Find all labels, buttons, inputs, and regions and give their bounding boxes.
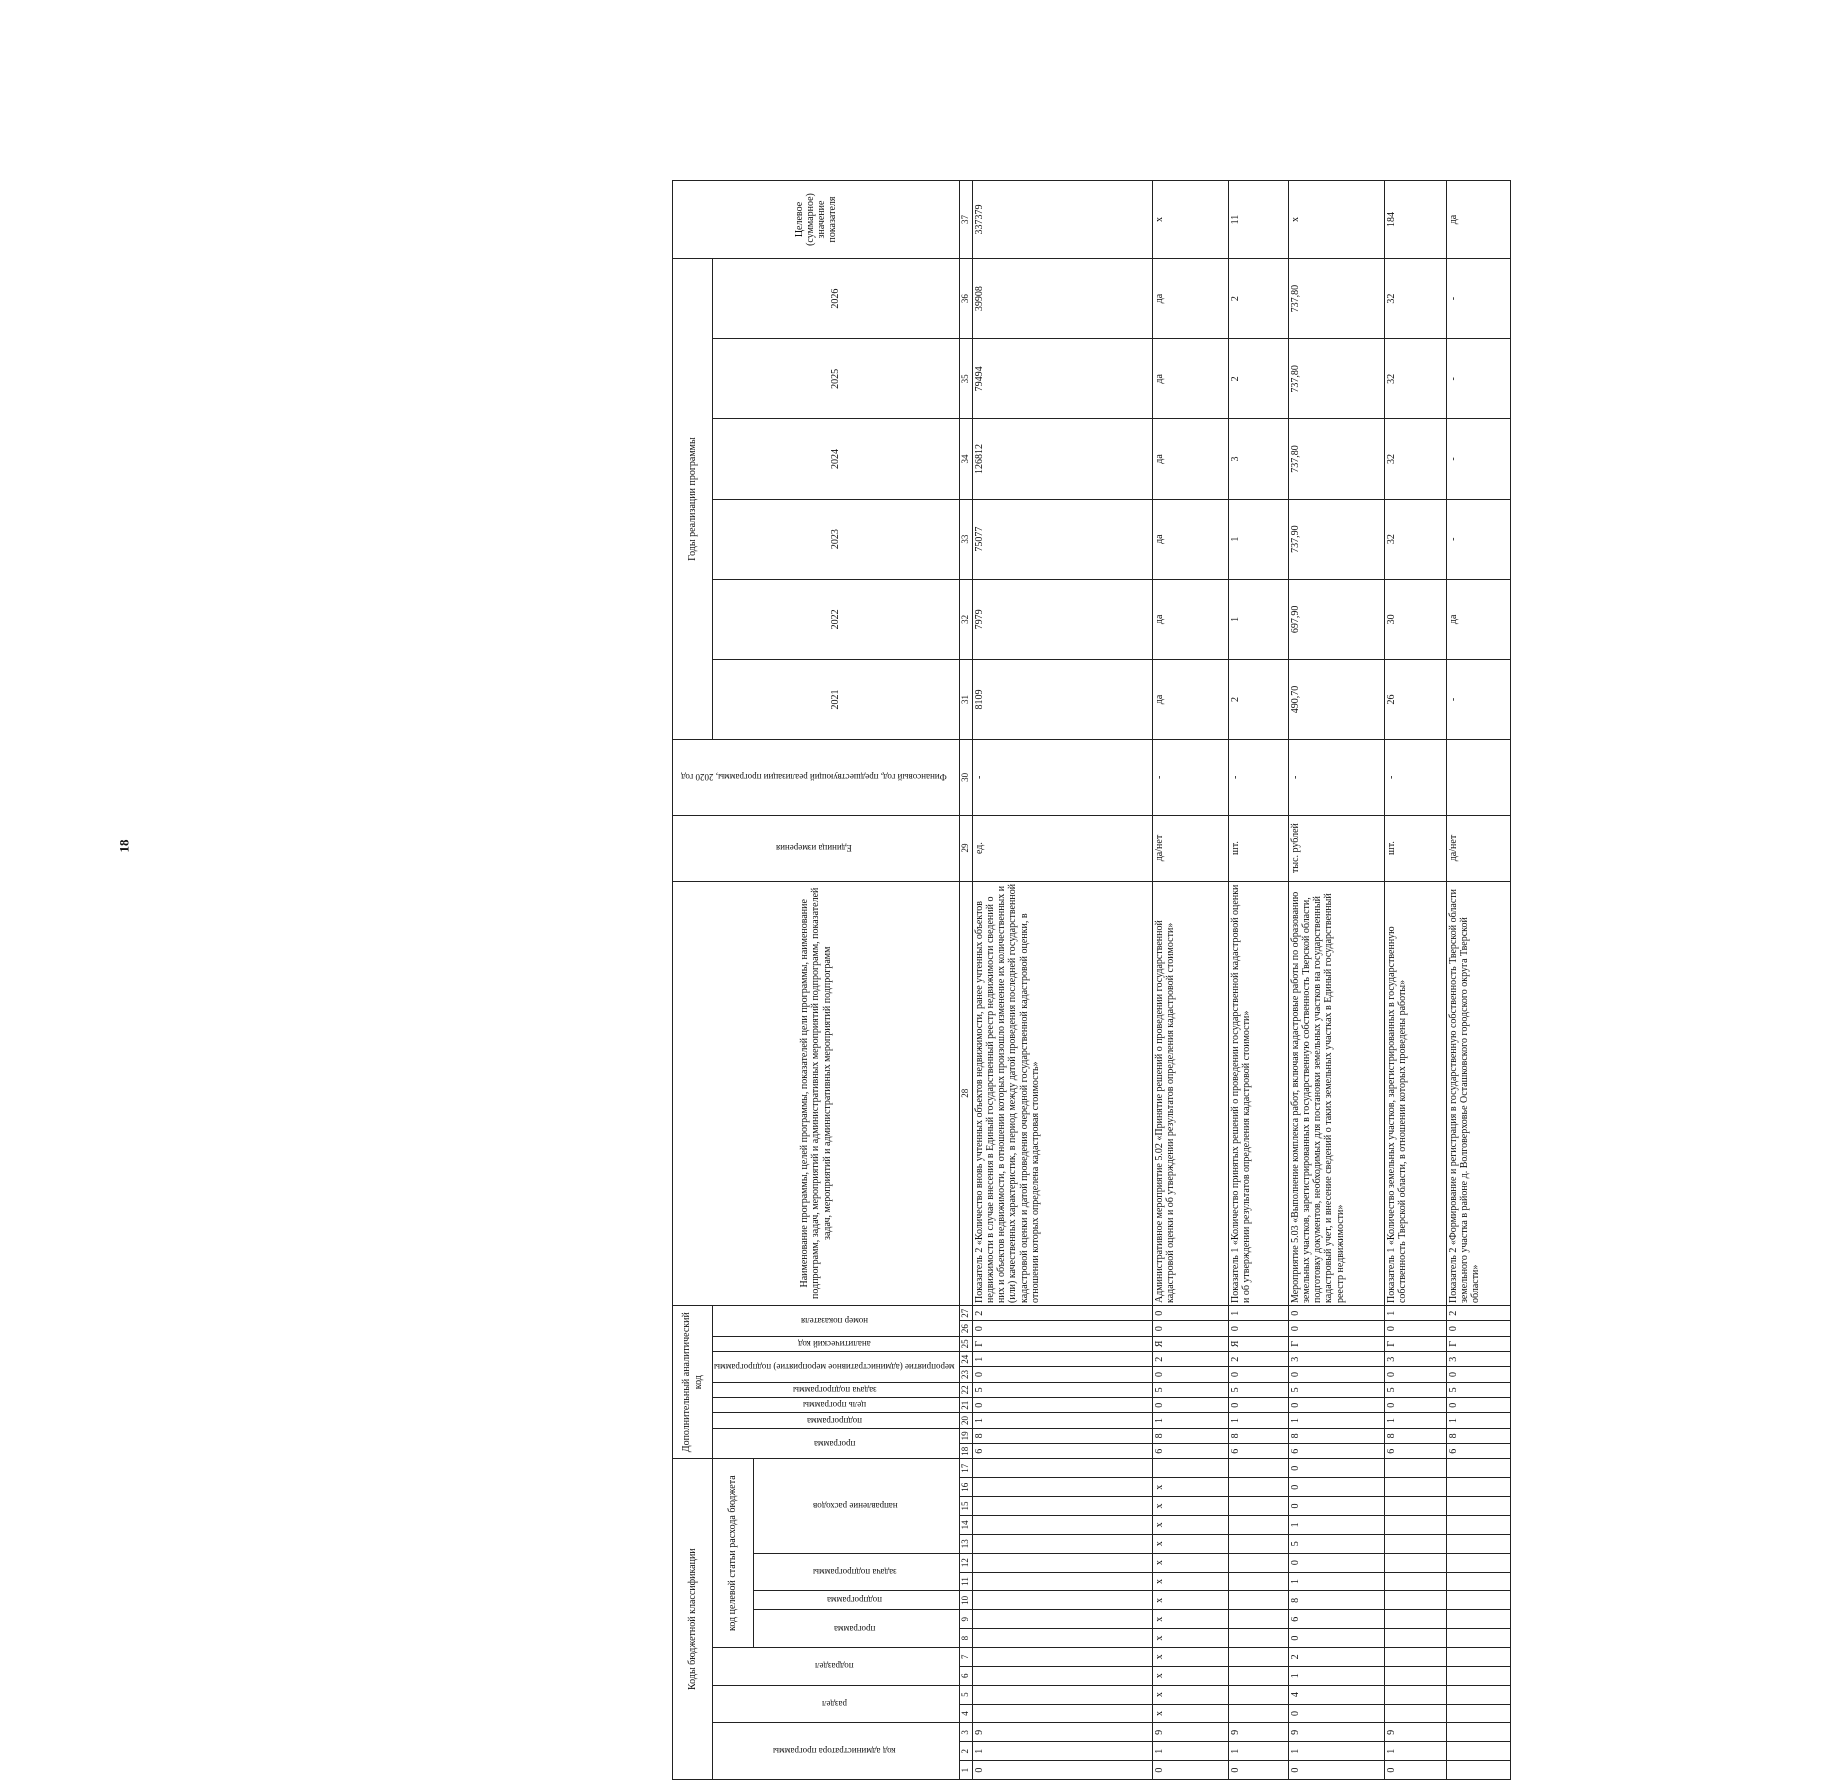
code-cell <box>1446 1685 1510 1704</box>
code-cell: Г <box>1288 1336 1384 1351</box>
column-number: 28 <box>959 881 972 1305</box>
code-cell: 6 <box>1446 1444 1510 1459</box>
code-cell: 0 <box>1228 1761 1288 1780</box>
code-cell: 2 <box>1288 1647 1384 1666</box>
unit-header: Единица измерения <box>673 815 960 881</box>
unit-cell: да/нет <box>1446 815 1510 881</box>
code-cell: 1 <box>1228 1742 1288 1761</box>
unit-cell: шт. <box>1228 815 1288 881</box>
column-number: 22 <box>959 1382 972 1397</box>
code-cell: 0 <box>1288 1553 1384 1572</box>
code-cell: 5 <box>1152 1382 1228 1397</box>
column-number: 9 <box>959 1610 972 1629</box>
code-cell: х <box>1152 1591 1228 1610</box>
code-cell: 0 <box>1384 1367 1446 1382</box>
code-cell: 2 <box>1152 1352 1228 1367</box>
code-cell: 0 <box>1384 1398 1446 1413</box>
code-cell: 0 <box>1288 1629 1384 1648</box>
code-cell <box>1228 1497 1288 1516</box>
code-cell: 9 <box>1384 1723 1446 1742</box>
column-number: 14 <box>959 1515 972 1534</box>
year-value-cell: 737,80 <box>1288 259 1384 339</box>
code-cell: Г <box>1446 1336 1510 1351</box>
subprogram-header: подпрограмма <box>754 1591 960 1610</box>
code-cell: 0 <box>1384 1761 1446 1780</box>
unit-cell: тыс. рублей <box>1288 815 1384 881</box>
code-cell: 0 <box>1152 1398 1228 1413</box>
code-cell: 0 <box>1446 1398 1510 1413</box>
year-value-cell: - <box>1446 259 1510 339</box>
code-cell: 8 <box>1152 1428 1228 1443</box>
indicator-table-sheet <box>672 180 1822 1780</box>
year-value-cell: 1 <box>1228 499 1288 579</box>
column-number: 18 <box>959 1444 972 1459</box>
column-number: 3 <box>959 1723 972 1742</box>
code-cell: х <box>1152 1478 1228 1497</box>
column-number: 2 <box>959 1742 972 1761</box>
code-cell: 4 <box>1288 1685 1384 1704</box>
code-cell: 1 <box>972 1413 1152 1428</box>
year-value-cell: 490,70 <box>1288 659 1384 739</box>
code-cell: 9 <box>1228 1723 1288 1742</box>
year-value-cell: 32 <box>1384 499 1446 579</box>
year-2025-header: 2025 <box>713 339 960 419</box>
code-cell: 0 <box>1446 1367 1510 1382</box>
year-2022-header: 2022 <box>713 579 960 659</box>
code-cell <box>1384 1610 1446 1629</box>
code-cell <box>1384 1666 1446 1685</box>
year-value-cell: 3 <box>1228 419 1288 499</box>
code-cell <box>972 1647 1152 1666</box>
code-cell <box>1384 1497 1446 1516</box>
year-value-cell: да <box>1152 339 1228 419</box>
code-cell: 8 <box>972 1428 1152 1443</box>
code-cell <box>1446 1553 1510 1572</box>
name-header: Наименование программы, целей программы, показателей цели программы, наименование подпрограмм, задач, мероприятий и административных мероприятий подпрограмм, показателей задач, мероприятий и административных мероприятий подпрограмм <box>673 881 960 1305</box>
column-number: 10 <box>959 1591 972 1610</box>
target-value-cell: 337379 <box>972 181 1152 259</box>
code-cell: 0 <box>1152 1367 1228 1382</box>
code-cell: 5 <box>1446 1382 1510 1397</box>
table-row <box>1152 181 1228 1780</box>
code-cell <box>1446 1459 1510 1478</box>
year-value-cell: 32 <box>1384 259 1446 339</box>
year-value-cell: 32 <box>1384 419 1446 499</box>
code-cell <box>1384 1515 1446 1534</box>
year-2026-header: 2026 <box>713 259 960 339</box>
code-cell: 0 <box>1152 1306 1228 1321</box>
year-value-cell: 79494 <box>972 339 1152 419</box>
year-value-cell: - <box>1446 499 1510 579</box>
code-cell <box>972 1534 1152 1553</box>
year-value-cell: 2 <box>1228 339 1288 419</box>
code-cell: 1 <box>1152 1413 1228 1428</box>
column-number: 6 <box>959 1666 972 1685</box>
code-cell <box>1384 1478 1446 1497</box>
code-cell: х <box>1152 1553 1228 1572</box>
code-cell: 8 <box>1228 1428 1288 1443</box>
code-cell: х <box>1152 1497 1228 1516</box>
column-number: 34 <box>959 419 972 499</box>
column-number: 30 <box>959 740 972 815</box>
column-number: 33 <box>959 499 972 579</box>
code-cell <box>1228 1553 1288 1572</box>
code-cell: 9 <box>1152 1723 1228 1742</box>
target-header: Целевое (суммарное) значение показателя <box>673 181 960 259</box>
code-cell <box>1384 1704 1446 1723</box>
code-cell <box>1384 1572 1446 1591</box>
code-cell <box>972 1515 1152 1534</box>
code-cell: 5 <box>1288 1534 1384 1553</box>
code-cell: 1 <box>1288 1515 1384 1534</box>
an-code-header: аналитический код <box>713 1336 960 1351</box>
code-cell <box>1228 1685 1288 1704</box>
code-cell: 1 <box>1446 1413 1510 1428</box>
prev-year-header: Финансовый год, предшествующий реализации программы, 2020 год <box>673 740 960 815</box>
code-cell <box>1228 1515 1288 1534</box>
code-cell: х <box>1152 1515 1228 1534</box>
code-cell: 0 <box>1228 1321 1288 1336</box>
code-cell: Я <box>1152 1336 1228 1351</box>
year-value-cell: - <box>1446 659 1510 739</box>
code-cell: х <box>1152 1572 1228 1591</box>
code-cell: 5 <box>1288 1382 1384 1397</box>
column-number: 29 <box>959 815 972 881</box>
code-cell <box>1446 1761 1510 1780</box>
analytic-code-header: Дополнительный аналитический код <box>673 1306 713 1459</box>
table-row <box>972 181 1152 1780</box>
year-value-cell: 39908 <box>972 259 1152 339</box>
code-cell: 0 <box>1446 1321 1510 1336</box>
page-number: 18 <box>116 839 132 853</box>
unit-cell: ед. <box>972 815 1152 881</box>
code-cell <box>1446 1666 1510 1685</box>
code-cell <box>1446 1478 1510 1497</box>
column-number: 11 <box>959 1572 972 1591</box>
indicator-name-cell: Показатель 1 «Количество принятых решений о проведении государственной кадастровой оценки и об утверждении результатов определения кадастровой стоимости» <box>1228 881 1288 1305</box>
prev-year-cell <box>1446 740 1510 815</box>
prev-year-cell: - <box>1384 740 1446 815</box>
code-cell: 2 <box>1228 1352 1288 1367</box>
code-cell: 0 <box>972 1761 1152 1780</box>
year-value-cell: 1 <box>1228 579 1288 659</box>
code-cell: 1 <box>1152 1742 1228 1761</box>
code-cell <box>1384 1459 1446 1478</box>
program-header: программа <box>754 1610 960 1648</box>
code-cell: 1 <box>972 1742 1152 1761</box>
code-cell: 0 <box>972 1321 1152 1336</box>
code-cell <box>1384 1591 1446 1610</box>
code-cell: 1 <box>1288 1572 1384 1591</box>
code-cell: Я <box>1228 1336 1288 1351</box>
code-cell: 0 <box>1288 1398 1384 1413</box>
code-cell: 1 <box>1288 1742 1384 1761</box>
code-cell: х <box>1152 1534 1228 1553</box>
subprogram-task-header: задача подпрограммы <box>754 1553 960 1591</box>
code-cell <box>1228 1534 1288 1553</box>
year-value-cell: да <box>1152 579 1228 659</box>
code-cell: 0 <box>1288 1306 1384 1321</box>
code-cell <box>1446 1629 1510 1648</box>
an-measure-header: мероприятие (административное мероприятие) подпрограммы <box>713 1352 960 1383</box>
column-number: 5 <box>959 1685 972 1704</box>
prev-year-cell: - <box>1152 740 1228 815</box>
code-cell: х <box>1152 1704 1228 1723</box>
year-value-cell: 8109 <box>972 659 1152 739</box>
code-cell: 6 <box>1228 1444 1288 1459</box>
code-cell: 0 <box>1288 1704 1384 1723</box>
year-value-cell: да <box>1152 259 1228 339</box>
code-cell: 1 <box>972 1352 1152 1367</box>
column-number: 17 <box>959 1459 972 1478</box>
column-number: 19 <box>959 1428 972 1443</box>
code-cell: 1 <box>1228 1413 1288 1428</box>
code-cell: 0 <box>1288 1367 1384 1382</box>
code-cell: 0 <box>1288 1459 1384 1478</box>
code-cell: 6 <box>1288 1610 1384 1629</box>
code-cell: 8 <box>1288 1591 1384 1610</box>
code-cell <box>1446 1647 1510 1666</box>
table-row <box>1384 181 1446 1780</box>
code-cell <box>1228 1647 1288 1666</box>
column-numbers-row <box>959 181 972 1780</box>
code-cell: 6 <box>1152 1444 1228 1459</box>
code-cell: 1 <box>1228 1306 1288 1321</box>
year-value-cell: 32 <box>1384 339 1446 419</box>
code-cell <box>1384 1647 1446 1666</box>
column-number: 21 <box>959 1398 972 1413</box>
code-cell <box>972 1478 1152 1497</box>
code-cell: 3 <box>1384 1352 1446 1367</box>
code-cell <box>1228 1629 1288 1648</box>
code-cell <box>972 1666 1152 1685</box>
target-article-header: код целевой статьи расхода бюджета <box>713 1459 754 1648</box>
code-cell <box>972 1629 1152 1648</box>
year-value-cell: 2 <box>1228 659 1288 739</box>
code-cell <box>1446 1723 1510 1742</box>
code-cell <box>972 1572 1152 1591</box>
target-value-cell: х <box>1152 181 1228 259</box>
code-cell <box>1228 1572 1288 1591</box>
section-header: раздел <box>713 1685 960 1723</box>
column-number: 23 <box>959 1367 972 1382</box>
code-cell: 1 <box>1384 1742 1446 1761</box>
column-number: 35 <box>959 339 972 419</box>
year-value-cell: да <box>1152 499 1228 579</box>
column-number: 24 <box>959 1352 972 1367</box>
code-cell: 0 <box>972 1398 1152 1413</box>
target-value-cell: 11 <box>1228 181 1288 259</box>
year-value-cell: да <box>1152 659 1228 739</box>
table-row <box>1446 181 1510 1780</box>
code-cell: Г <box>1384 1336 1446 1351</box>
code-cell <box>1446 1572 1510 1591</box>
code-cell: 0 <box>972 1367 1152 1382</box>
code-cell <box>1446 1704 1510 1723</box>
year-value-cell: 7979 <box>972 579 1152 659</box>
column-number: 4 <box>959 1704 972 1723</box>
table-row <box>1288 181 1384 1780</box>
code-cell: х <box>1152 1647 1228 1666</box>
code-cell: 1 <box>1288 1666 1384 1685</box>
indicator-name-cell: Показатель 2 «Формирование и регистрация в государственную собственность Тверской области земельного участка в районе д. Волговерховье Осташковского городского округа Тверской области» <box>1446 881 1510 1305</box>
code-cell: 0 <box>1288 1478 1384 1497</box>
year-2024-header: 2024 <box>713 419 960 499</box>
code-cell <box>972 1553 1152 1572</box>
column-number: 1 <box>959 1761 972 1780</box>
code-cell: 0 <box>1228 1398 1288 1413</box>
year-value-cell: 126812 <box>972 419 1152 499</box>
column-number: 20 <box>959 1413 972 1428</box>
year-value-cell: 2 <box>1228 259 1288 339</box>
program-indicators-table <box>672 180 1511 1780</box>
column-number: 36 <box>959 259 972 339</box>
year-value-cell: да <box>1152 419 1228 499</box>
code-cell <box>1228 1478 1288 1497</box>
code-cell: 0 <box>1228 1367 1288 1382</box>
code-cell: 9 <box>972 1723 1152 1742</box>
code-cell: 9 <box>1288 1723 1384 1742</box>
code-cell: х <box>1152 1666 1228 1685</box>
an-subprogram-header: подпрограмма <box>713 1413 960 1428</box>
an-task-header: задача подпрограммы <box>713 1382 960 1397</box>
column-number: 25 <box>959 1336 972 1351</box>
code-cell: 8 <box>1288 1428 1384 1443</box>
code-cell <box>972 1704 1152 1723</box>
code-cell: х <box>1152 1685 1228 1704</box>
year-value-cell: 697,90 <box>1288 579 1384 659</box>
unit-cell: шт. <box>1384 815 1446 881</box>
column-number: 31 <box>959 659 972 739</box>
code-cell: 1 <box>1288 1413 1384 1428</box>
code-cell <box>1446 1515 1510 1534</box>
code-cell <box>1228 1591 1288 1610</box>
code-cell: 0 <box>1288 1497 1384 1516</box>
column-number: 37 <box>959 181 972 259</box>
an-indicator-header: номер показателя <box>713 1306 960 1337</box>
indicator-name-cell: Административное мероприятие 5.02 «Принятие решений о проведении государственной кадастровой оценки и об утверждении результатов определения кадастровой стоимости» <box>1152 881 1228 1305</box>
code-cell <box>1384 1534 1446 1553</box>
admin-code-header: код администратора программы <box>713 1723 960 1780</box>
unit-cell: да/нет <box>1152 815 1228 881</box>
code-cell: 0 <box>1152 1761 1228 1780</box>
code-cell <box>1446 1742 1510 1761</box>
code-cell <box>972 1685 1152 1704</box>
year-value-cell: - <box>1446 419 1510 499</box>
column-number: 16 <box>959 1478 972 1497</box>
year-2023-header: 2023 <box>713 499 960 579</box>
code-cell: 0 <box>1288 1761 1384 1780</box>
target-value-cell: 184 <box>1384 181 1446 259</box>
year-value-cell: да <box>1446 579 1510 659</box>
code-cell <box>1228 1666 1288 1685</box>
code-cell: 3 <box>1446 1352 1510 1367</box>
code-cell: 8 <box>1384 1428 1446 1443</box>
code-cell <box>972 1610 1152 1629</box>
table-row <box>1228 181 1288 1780</box>
code-cell <box>972 1591 1152 1610</box>
code-cell: 2 <box>1446 1306 1510 1321</box>
code-cell <box>1446 1497 1510 1516</box>
code-cell: Г <box>972 1336 1152 1351</box>
year-2021-header: 2021 <box>713 659 960 739</box>
an-goal-header: цель программы <box>713 1398 960 1413</box>
an-program-header: программа <box>713 1428 960 1459</box>
code-cell <box>1152 1459 1228 1478</box>
code-cell: х <box>1152 1629 1228 1648</box>
code-cell: 0 <box>1288 1321 1384 1336</box>
table-body <box>972 181 1510 1780</box>
code-cell: 5 <box>1384 1382 1446 1397</box>
year-value-cell: 737,80 <box>1288 419 1384 499</box>
code-cell: х <box>1152 1610 1228 1629</box>
code-cell: 8 <box>1446 1428 1510 1443</box>
prev-year-cell: - <box>972 740 1152 815</box>
column-number: 7 <box>959 1647 972 1666</box>
column-number: 12 <box>959 1553 972 1572</box>
code-cell <box>1446 1610 1510 1629</box>
indicator-name-cell: Показатель 2 «Количество вновь учтенных объектов недвижимости, ранее учтенных объектов недвижимости в случае внесения в Единый государственный реестр недвижимости сведений о них и объектов недвижимости, в отношении которых произошло изменение их количественных и (или) качественных характеристик, в период между датой проведения последней государственной кадастровой оценки и датой проведения очередной государственной кадастровой оценки, в отношении которых определена кадастровая стоимость» <box>972 881 1152 1305</box>
code-cell: 1 <box>1384 1413 1446 1428</box>
expense-direction-header: направление расходов <box>754 1459 960 1553</box>
year-value-cell: 26 <box>1384 659 1446 739</box>
years-header: Годы реализации программы <box>673 259 713 740</box>
year-value-cell: 737,80 <box>1288 339 1384 419</box>
code-cell <box>1384 1553 1446 1572</box>
prev-year-cell: - <box>1288 740 1384 815</box>
indicator-name-cell: Показатель 1 «Количество земельных участков, зарегистрированных в государственную собственность Тверской области, в отношении которых проведены работы» <box>1384 881 1446 1305</box>
code-cell: 3 <box>1288 1352 1384 1367</box>
column-number: 8 <box>959 1629 972 1648</box>
code-cell <box>972 1497 1152 1516</box>
indicator-name-cell: Мероприятие 5.03 «Выполнение комплекса работ, включая кадастровые работы по образованию земельных участков, зарегистрированных в государственную собственность Тверской области, подготовку документов, необходимых для постановки земельных участков на государственный кадастровый учет, и внесение сведений о таких земельных участках в Единый государственный реестр недвижимости» <box>1288 881 1384 1305</box>
code-cell: 5 <box>1228 1382 1288 1397</box>
code-cell <box>1446 1534 1510 1553</box>
code-cell: 2 <box>972 1306 1152 1321</box>
year-value-cell: 75077 <box>972 499 1152 579</box>
code-cell <box>1228 1610 1288 1629</box>
year-value-cell: 737,90 <box>1288 499 1384 579</box>
subsection-header: подраздел <box>713 1647 960 1685</box>
code-cell <box>1384 1629 1446 1648</box>
code-cell: 1 <box>1384 1306 1446 1321</box>
budget-codes-header: Коды бюджетной классификации <box>673 1459 713 1780</box>
target-value-cell: х <box>1288 181 1384 259</box>
column-number: 15 <box>959 1497 972 1516</box>
column-number: 27 <box>959 1306 972 1321</box>
code-cell: 6 <box>972 1444 1152 1459</box>
code-cell <box>1384 1685 1446 1704</box>
prev-year-cell: - <box>1228 740 1288 815</box>
target-value-cell: да <box>1446 181 1510 259</box>
year-value-cell: - <box>1446 339 1510 419</box>
code-cell: 5 <box>972 1382 1152 1397</box>
code-cell: 0 <box>1152 1321 1228 1336</box>
code-cell <box>1228 1459 1288 1478</box>
year-value-cell: 30 <box>1384 579 1446 659</box>
code-cell <box>1228 1704 1288 1723</box>
column-number: 32 <box>959 579 972 659</box>
code-cell <box>1446 1591 1510 1610</box>
column-number: 26 <box>959 1321 972 1336</box>
code-cell <box>972 1459 1152 1478</box>
code-cell: 6 <box>1288 1444 1384 1459</box>
code-cell: 0 <box>1384 1321 1446 1336</box>
column-number: 13 <box>959 1534 972 1553</box>
code-cell: 6 <box>1384 1444 1446 1459</box>
